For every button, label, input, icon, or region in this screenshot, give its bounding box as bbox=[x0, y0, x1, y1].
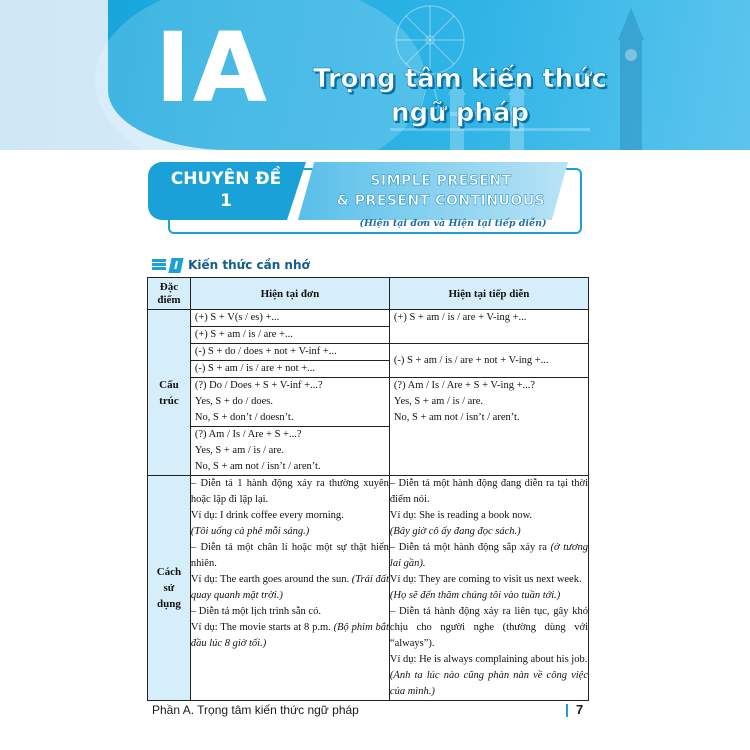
row-label-structure bbox=[148, 310, 191, 476]
structure-label-line2: trúc bbox=[159, 394, 179, 407]
continuous-usage-2: – Diễn tả một hành động sắp xảy ra bbox=[389, 542, 547, 553]
simple-usage-3-translation: (Bộ phim bắt đầu lúc 8 giờ tối.) bbox=[190, 622, 389, 649]
section-letter: IA bbox=[155, 12, 270, 124]
simple-question-verb: (?) Do / Does + S + V-inf +...? bbox=[194, 380, 323, 391]
continuous-usage-1-translation: (Bây giờ cô ấy đang đọc sách.) bbox=[389, 526, 521, 537]
continuous-question: (?) Am / Is / Are + S + V-ing +...? bbox=[393, 380, 536, 391]
chapter-title-line1: Trọng tâm kiến thức bbox=[312, 64, 608, 94]
continuous-usage-1: – Diễn tả một hành động đang diễn ra tại thời điểm nói. bbox=[389, 478, 588, 505]
book-stack-icon bbox=[152, 259, 168, 271]
header-simple-present: Hiện tại đơn bbox=[190, 278, 389, 310]
page-number: 7 bbox=[576, 702, 584, 717]
simple-usage-3: – Diễn tả một lịch trình sẵn có. bbox=[190, 606, 321, 617]
grammar-table bbox=[147, 277, 589, 701]
footer-divider bbox=[566, 704, 568, 717]
big-ben-icon bbox=[618, 8, 644, 150]
simple-negative-verb: (-) S + do / does + not + V-inf +... bbox=[191, 344, 389, 361]
simple-usage-1: – Diễn tả 1 hành động xảy ra thường xuyên hoặc lặp đi lặp lại. bbox=[190, 478, 389, 505]
topic-label-number: 1 bbox=[220, 191, 232, 211]
continuous-usage-2-translation: (Họ sẽ đến thăm chúng tôi vào tuần tới.) bbox=[389, 590, 561, 601]
row-label-usage bbox=[148, 476, 191, 701]
continuous-usage-2-note: (ở tương lai gần). bbox=[389, 542, 588, 569]
simple-affirmative-cell bbox=[190, 310, 389, 344]
continuous-question-cell bbox=[389, 378, 588, 476]
simple-question-be-no: No, S + am not / isn’t / aren’t. bbox=[194, 461, 321, 472]
topic-title-line2: & PRESENT CONTINUOUS bbox=[336, 193, 546, 209]
table-header-row bbox=[148, 278, 589, 310]
simple-usage-cell bbox=[190, 476, 389, 701]
simple-question-be-yes: Yes, S + am / is / are. bbox=[194, 445, 285, 456]
simple-question-be-block bbox=[191, 426, 389, 475]
structure-label-line1: Cấu bbox=[159, 378, 179, 391]
continuous-affirmative-cell bbox=[389, 310, 588, 344]
header-present-continuous: Hiện tại tiếp diễn bbox=[389, 278, 588, 310]
table-row-affirmative bbox=[148, 310, 589, 344]
continuous-usage-cell bbox=[389, 476, 588, 701]
continuous-affirmative: (+) S + am / is / are + V-ing +... bbox=[393, 312, 527, 323]
simple-question-cell bbox=[190, 378, 389, 476]
simple-question-be: (?) Am / Is / Are + S +...? bbox=[194, 429, 302, 440]
section-heading bbox=[152, 256, 310, 274]
usage-label-line3: dụng bbox=[157, 598, 181, 610]
continuous-usage-2-example: Ví dụ: They are coming to visit us next week. bbox=[389, 574, 582, 585]
topic-label-line1: CHUYÊN ĐỀ bbox=[170, 169, 282, 189]
simple-usage-2-example-block bbox=[191, 572, 389, 604]
continuous-usage-1-example: Ví dụ: She is reading a book now. bbox=[389, 510, 533, 521]
continuous-question-yes: Yes, S + am / is / are. bbox=[393, 396, 484, 407]
simple-usage-2: – Diễn tả một chân lí hoặc một sự thật hiển nhiên. bbox=[190, 542, 389, 569]
continuous-usage-2-block bbox=[390, 540, 588, 572]
topic-label bbox=[156, 168, 296, 212]
simple-affirmative-verb: (+) S + V(s / es) +... bbox=[191, 310, 389, 327]
usage-label-line2: sử bbox=[163, 582, 175, 594]
simple-usage-3-example: Ví dụ: The movie starts at 8 p.m. bbox=[190, 622, 331, 633]
chapter-title bbox=[300, 62, 620, 130]
topic-subtitle: (Hiện tại đơn và Hiện tại tiếp diễn) bbox=[359, 218, 547, 229]
simple-question-verb-no: No, S + don’t / doesn’t. bbox=[194, 412, 294, 423]
topic-header bbox=[148, 162, 588, 236]
table-row-negative bbox=[148, 344, 589, 378]
continuous-usage-3-example: Ví dụ: He is always complaining about his job. bbox=[389, 654, 588, 665]
header-feature-line1: Đặc bbox=[159, 280, 179, 293]
continuous-negative-cell bbox=[389, 344, 588, 378]
continuous-usage-3-translation: (Anh ta lúc nào cũng phàn nàn về công việc của mình.) bbox=[389, 670, 588, 697]
usage-label-line1: Cách bbox=[156, 566, 182, 578]
topic-title-line1: SIMPLE PRESENT bbox=[370, 173, 512, 189]
continuous-usage-3: – Diễn tả hành động xảy ra liên tục, gây khó chịu cho người nghe (thường dùng với “always”). bbox=[389, 606, 588, 649]
simple-affirmative-be: (+) S + am / is / are +... bbox=[194, 329, 293, 340]
simple-negative-be: (-) S + am / is / are + not +... bbox=[194, 363, 316, 374]
simple-usage-2-example: Ví dụ: The earth goes around the sun. bbox=[190, 574, 350, 585]
continuous-negative: (-) S + am / is / are + not + V-ing +... bbox=[393, 354, 549, 366]
simple-usage-1-translation: (Tôi uống cà phê mỗi sáng.) bbox=[190, 526, 310, 537]
simple-usage-2-translation: (Trái đất quay quanh mặt trời.) bbox=[190, 574, 389, 601]
table-row-usage bbox=[148, 476, 589, 701]
section-title: Kiến thức cần nhớ bbox=[188, 258, 310, 272]
table-row-question bbox=[148, 378, 589, 476]
continuous-question-no: No, S + am not / isn’t / aren’t. bbox=[393, 412, 520, 423]
simple-usage-1-example: Ví dụ: I drink coffee every morning. bbox=[190, 510, 344, 521]
chapter-banner bbox=[0, 0, 750, 150]
header-feature-line2: điểm bbox=[157, 293, 181, 306]
header-feature bbox=[148, 278, 191, 310]
section-number: I bbox=[168, 258, 183, 273]
chapter-title-line2: ngữ pháp bbox=[391, 98, 529, 128]
simple-negative-cell bbox=[190, 344, 389, 378]
simple-question-verb-yes: Yes, S + do / does. bbox=[194, 396, 273, 407]
footer-section-title: Phần A. Trọng tâm kiến thức ngữ pháp bbox=[152, 703, 359, 717]
simple-usage-3-example-block bbox=[191, 620, 389, 652]
topic-title bbox=[316, 171, 566, 211]
